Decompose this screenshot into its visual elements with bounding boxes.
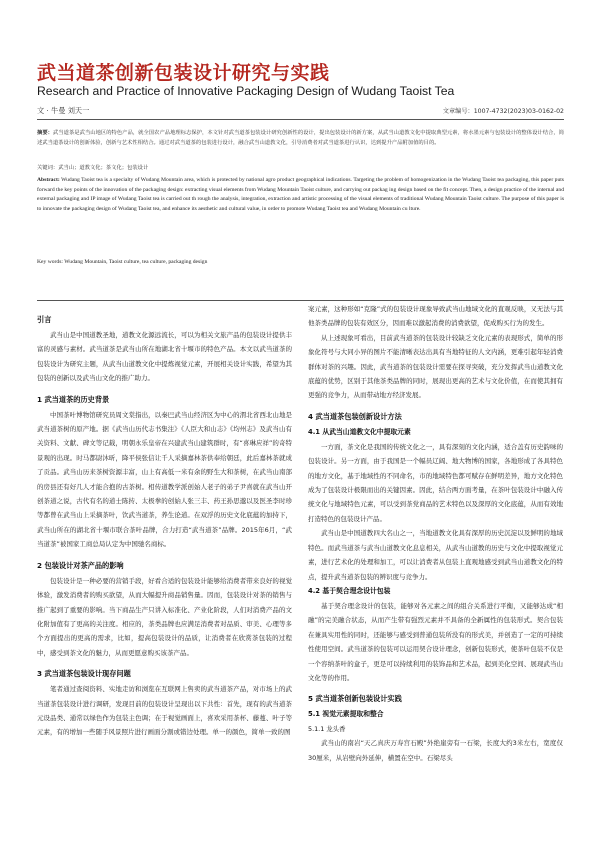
abstract-english-label: Abstract: xyxy=(37,177,60,183)
section-heading: 2 包装设计对茶产品的影响 xyxy=(37,560,124,570)
body-paragraph: 武当山是中国道教圣地，道教文化源远流长，可以为相关文旅产品的包装设计提供丰富的灵感与素材。武当道茶是武当山所在地湖北省十堰市的特色产品。本文以武当道茶的包装设计为研究主题，从武当山道教文化中提炼视觉元素，开展相关设计实践，希望为其包装的创新以及武当山文化的推广助力。 xyxy=(37,331,292,383)
section-heading: 5.1 视觉元素提取和整合 xyxy=(308,710,384,719)
keywords-chinese: 关键词：武当山；道教文化；茶文化；包装设计 xyxy=(37,165,149,171)
header-divider xyxy=(37,119,564,120)
abstract-english-text: Wudang Taoist tea is a specialty of Wudang Mountain area, which is protected by national agro product geographical indications. Targeting the problem of homogenization in the Wudang Taoist tea packaging, this paper puts forward the key points of the innovation of the packaging design: extracting visual elements from Wudang Mountain Taoist culture, and carrying out packag ing design based on the fit concept. Then, a design practice of the internal and external packaging and IP image of Wudang Taoist tea is carried out th rough the analysis, integration, extraction and artistic processing of the visual elements of traditional Wudang Mountain Taoist culture. The purpose of this paper is to innovate the packaging design of Wudang Taoist tea, and enhance its aesthetic and cultural value, in order to promote Wudang Taoist tea and Wudang Mountain cu lture. xyxy=(37,177,564,213)
paper-title-english: Research and Practice of Innovative Packaging Design of Wudang Taoist Tea xyxy=(37,84,455,98)
section-heading: 引言 xyxy=(37,315,52,324)
body-paragraph: 基于契合理念设计的包装，能够对各元素之间的组合关系进行平衡，又能够达成“相融”的完美融合状态，从而产生带有强烈元素并不具备的全新属性的包装形式。契合包装在兼具实用性的同时，还能够与感受到普通包装所没有的形式美，并创造了一定的可持续性使用空间。武当道茶的包装可以运用契合设计理念，创新包装形式，使茶叶包装不仅是一个容纳茶叶的盒子，更是可以持续利用的装饰品和艺术品，起到美化空间、展现武当山文化等的作用。 xyxy=(308,601,563,682)
body-paragraph: 一方面，茶文化是我国的传统文化之一，具有深刻的文化内涵，适合盖有历史韵味的包装设计。另一方面，由于我国是一个幅员辽阔、地大物博的国家，各地形成了各具特色的地方文化，基于地域性的不同命名，市的地域特色都可赋存在鲜明差异，地方文化特色成为了包装设计极限而出的关键因素。因此，结合两方面考量，在茶叶包装设计中融入传统文化与地域特色元素，可以受到茶党商品的艺术特色以及深厚的文化底蕴，从而有效地打造特色的包装设计产品。 xyxy=(308,442,563,523)
body-column-left xyxy=(37,312,292,740)
body-paragraph: 武当山的南岩“天乙真庆万寿宫石殿”外绝崖旁有一石梁，长度大约3米左右，宽度仅30厘米，从岩壁向外延伸，横置在空中。石梁尽头 xyxy=(308,739,563,762)
body-paragraph: 笔者通过查阅资料、实地走访和浏览在互联网上售卖的武当道茶产品，对市场上的武当道茶包装设计进行调研，发现目前的包装设计呈现出以下共性：首先，现有的武当道茶元设品类、通常以绿色作为包装主色调；在于视觉画面上，喜欢采用茶杯、藤蔓、叶子等元素，有的增加一些随手风景照片进行画面分割或错边处理。单一的颜色，简单一致的图 xyxy=(37,685,292,737)
section-heading: 4 武当道茶包装创新设计方法 xyxy=(308,411,402,421)
body-paragraph: 案元素，这种形如“克隆”式的包装设计现象导致武当山地域文化的直观反映，又无法与其他茶类品牌的包装有效区分，因而难以激起消费的消费欲望，促成购买行为的发生。 xyxy=(308,305,563,328)
abstract-chinese-label: 摘要： xyxy=(37,130,53,136)
section-heading: 4.1 从武当山道教文化中提取元素 xyxy=(308,427,411,436)
section-heading: 3 武当道茶包装设计现存问题 xyxy=(37,669,131,679)
authors: 文 · 牛曼 刘天一 xyxy=(37,106,90,115)
section-heading: 4.2 基于契合理念设计包装 xyxy=(308,586,391,595)
abstract-chinese-text: 武当道茶是武当山地区的特色产品，就全国农产品地理标志保护，本文针对武当道茶包装设计研究创新性的设计，提出包装设计的新方案，从武当山道教文化中提取典型元素，将水墨元素与包装设计的整体设计结合，简述武当道茶设计的创新体验，创新与艺术性相结合。通过对武当道茶的包装进行设计，融合武当山道教文化，引导消费者对武当道茶进行认识，达到提升产品附加值的目的。 xyxy=(37,130,564,147)
body-paragraph: 从上述现象可看出，目前武当道茶的包装设计较缺乏文化元素的表现形式，简单的形象化符号与大同小异的图片不能清晰表达出具有当地特征的人文内涵，更难引起年轻消费群体对茶的兴趣。因此，武当道茶的包装设计需要在探寻突破，充分发挥武当山道教文化底蕴的优势，区别于其他茶类品牌的同时，展现出更高的艺术与文化价值，在而使其拥有更强的竞争力，从而带动地方经济发展。 xyxy=(308,333,563,400)
keywords-english: Key words: Wudang Mountain, Taoist culture, tea culture, packaging design xyxy=(37,259,208,265)
abstract-english xyxy=(37,176,564,215)
section-heading: 5 武当道茶创新包装设计实践 xyxy=(308,694,402,704)
abstract-divider xyxy=(37,300,564,301)
paper-title-chinese: 武当道茶创新包装设计研究与实践 xyxy=(37,62,330,84)
body-paragraph: 中国茶叶博物馆研究员周文棠指出，以秦巴武当山经济区为中心的渭北省西北山地是武当道茶树的原产地。据《武当山历代志书集注》《人臣大和山志》《均州志》及武当山有关资料、文献、碑文等记载，明朝永乐皇帝在兴建武当山建筑群时，有“喜琳应祥”的奇特景观的出现。时马都尉沐昕，降平侯张信让千人采摘嘉林茶供奉给朝廷，此后嘉林茶就成了贡品。武当山历来茶树资源丰富，山上有高低一米有余的野生大和茶树，在武当山南部的房县还有好几人才能合抱的古茶树。相传道教学派创始人老子的弟子尹喜就在武当山开创茶道之说，古代有名的道士陈抟、太极拳的创始人张三丰、药王孙思邈以及医圣李时珍等都曾在武当山上采摘茶叶，饮武当道茶，养生论道。在双浮的历史文化底蕴的加持下，武当山所在的湖北省十堰市联合茶叶品牌，合力打造“武当道茶”品牌。2015年6月，“武当道茶”被国家工商总局认定为中国驰名商标。 xyxy=(37,410,292,549)
body-column-right xyxy=(308,302,563,765)
abstract-chinese xyxy=(37,128,564,148)
section-heading: 1 武当道茶的历史背景 xyxy=(37,394,110,404)
article-number: 文章编号：1007-4732(2023)03-0162-02 xyxy=(442,108,564,115)
section-heading: 5.1.1 龙头香 xyxy=(308,725,346,734)
body-paragraph: 包装设计是一种必要的营销手段，好看合适的包装设计能够给消费者带来良好的视觉体验，激发消费者的购买欲望，从而大幅提升商品销售量。因而，包装设计对茶的销售与推广起到了重要的影响。当下商品生产只讲入标准化、产业化阶段，人们对消费产品的文化附加值有了更高的关注度。相应的，茶类品牌也应满足消费者对品质、审美、心理等多个方面提出的更高的需求，比如，提高包装设计的品质，让消费者在欣赏茶包装的过程中，感受到茶文化的魅力，从而更愿意购买该茶产品。 xyxy=(37,576,292,657)
body-paragraph: 武当山是中国道教四大名山之一，当地道教文化具有深厚的历史沉淀以及鲜明的地域特色。而武当道茶与武当山道教文化息息相关，从武当山道教的历史与文化中提取视觉元素，进行艺术化的处理和加工，可以让消费者从包装上直观地感受到武当山道教文化的特点，提升武当道茶包装的辨识度与竞争力。 xyxy=(308,529,563,581)
